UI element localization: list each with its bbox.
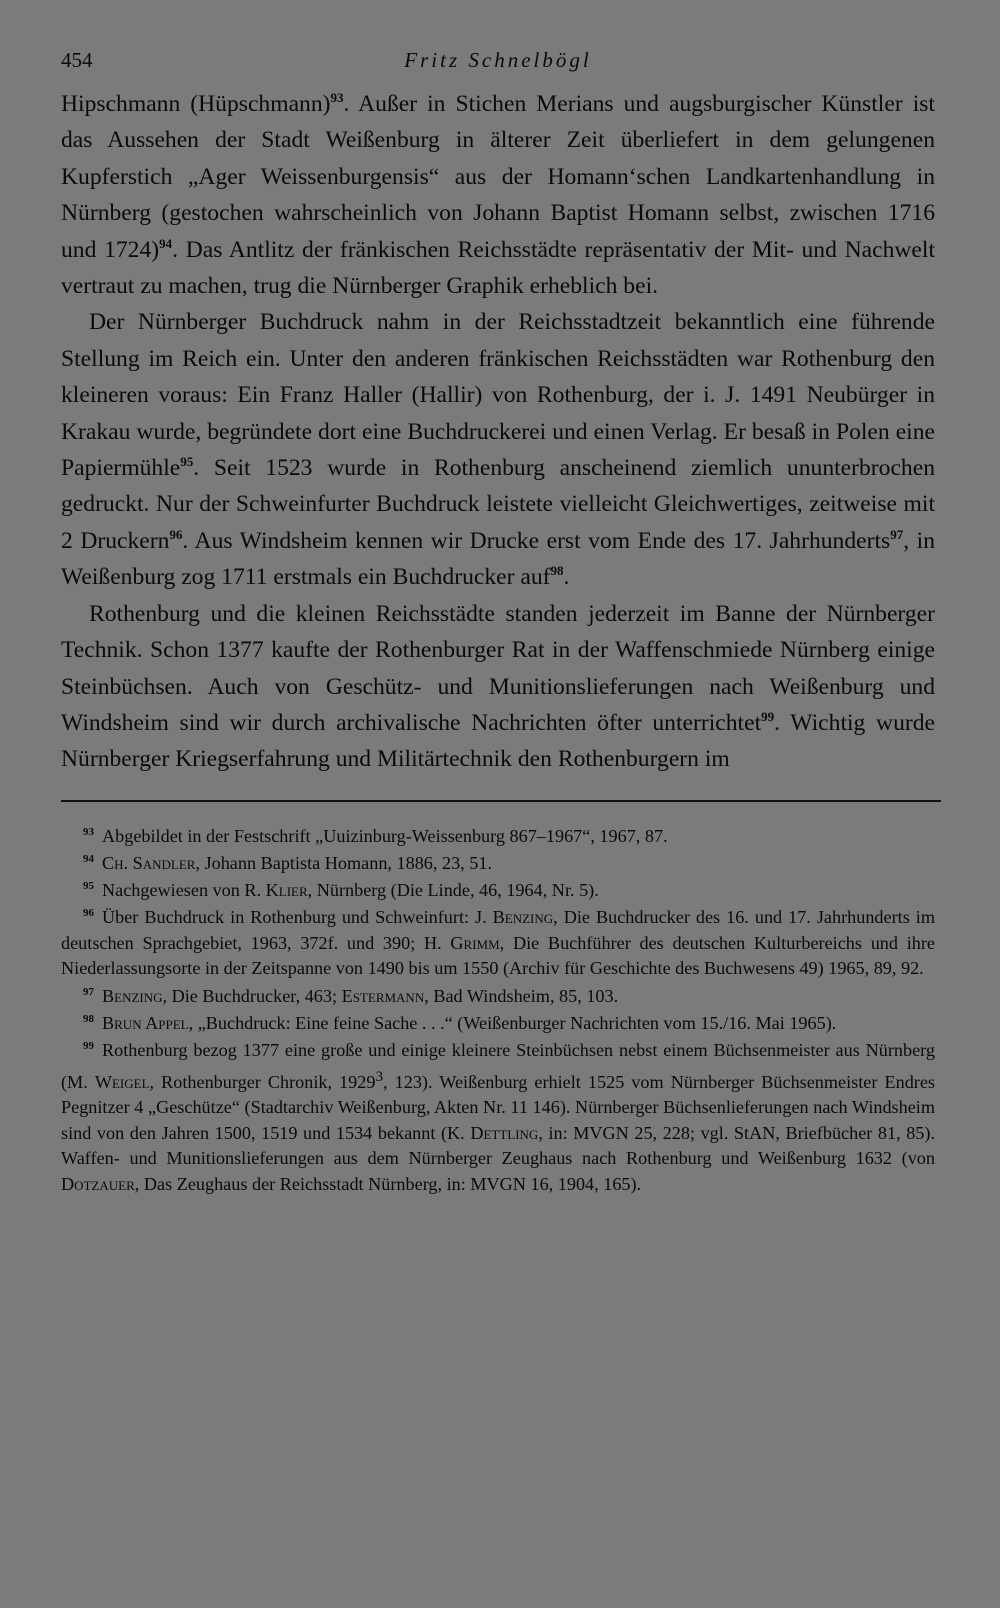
footnote-text: Nachgewiesen von (102, 880, 245, 901)
text-run: . Das Antlitz der fränkischen Reichsstädte repräsentativ der Mit- und Nachwelt vertraut zu machen, trug die Nürnberger Graphik erheblich bei. (61, 236, 935, 300)
text-run: Hipschmann (Hüpschmann) (61, 91, 331, 117)
footnote-text: , Johann Baptista Homann, 1886, 23, 51. (195, 852, 492, 873)
footnote-text: Über Buchdruck in Rothenburg und Schweinfurt: J. (102, 907, 493, 928)
footnote-ref-94[interactable]: 94 (159, 235, 173, 251)
footnote-number: 98 (83, 1012, 94, 1025)
footnote-95 (61, 878, 935, 904)
footnote-number: 97 (83, 985, 94, 998)
edition-superscript: 3 (375, 1067, 384, 1085)
footnote-text: , Das Zeughaus der Reichsstadt Nürnberg, in: MVGN 16, 1904, 165). (134, 1174, 642, 1195)
footnote-text: , Nürnberg (Die Linde, 46, 1964, Nr. 5). (307, 880, 599, 901)
author-name: Grimm (450, 932, 500, 953)
footnote-ref-93[interactable]: 93 (330, 90, 344, 106)
text-run: Rothenburg und die kleinen Reichsstädte standen jederzeit im Banne der Nürnberger Technik. Schon 1377 kaufte der Rothenburger Rat in der Waffenschmiede Nürnberg einige Steinbüchsen. Auch von Geschütz- und Munitionslieferungen nach Weißenburg und Windsheim sind wir durch archivalische Nachrichten öfter unterrichtet (61, 600, 935, 736)
footnote-number: 95 (83, 880, 94, 893)
paragraph-2 (61, 304, 935, 595)
footnote-number: 93 (83, 825, 94, 838)
footnote-ref-98[interactable]: 98 (550, 563, 564, 579)
footnote-text: , Die Buchdrucker des 16. und 17. Jahrhunderts im deutschen Sprachgebiet, 1963, 372f. und 390; H. (61, 907, 935, 953)
footnote-ref-97[interactable]: 97 (890, 527, 904, 543)
footnotes (61, 824, 935, 1198)
author-name: Dettling (470, 1122, 539, 1143)
footnote-94 (61, 851, 935, 877)
footnote-number: 94 (83, 852, 94, 865)
text-run: Der Nürnberger Buchdruck nahm in der Reichsstadtzeit bekanntlich eine führende Stellung im Reich ein. Unter den anderen fränkischen Reichsstädten war Rothenburg den kleineren voraus: Ein Franz Haller (Hallir) von Rothenburg, der i. J. 1491 Neubürger in Krakau wurde, begründete dort eine Buchdruckerei und einen Verlag. Er besaß in Polen eine Papiermühle (61, 309, 935, 482)
footnote-number: 96 (83, 907, 94, 920)
footnote-text: , Rothenburger Chronik, 1929 (149, 1071, 376, 1092)
body-text (61, 86, 935, 778)
footnote-number: 99 (83, 1039, 94, 1052)
footnote-text: , Bad Windsheim, 85, 103. (424, 985, 619, 1006)
author-name: Dotzauer (61, 1174, 135, 1195)
paragraph-3 (61, 596, 935, 778)
text-run: , in Weißenburg zog 1711 erstmals ein Buchdrucker auf (61, 527, 935, 591)
author-name: Weigel (94, 1071, 150, 1092)
footnote-93 (61, 824, 935, 850)
author-name: R. Klier (244, 880, 308, 901)
footnote-text: , Die Buchdrucker, 463; (162, 985, 342, 1006)
footnote-text: , „Buchdruck: Eine feine Sache . . .“ (Weißenburger Nachrichten vom 15./16. Mai 1965). (188, 1012, 837, 1033)
footnote-97 (61, 984, 935, 1010)
footnote-98 (61, 1011, 935, 1037)
footnote-text: Abgebildet in der Festschrift „Uuizinburg-Weissenburg 867–1967“, 1967, 87. (102, 825, 668, 846)
author-name: Ch. Sandler (102, 852, 196, 873)
footnote-96 (61, 905, 935, 982)
text-run: . Außer in Stichen Merians und augsburgischer Künstler ist das Aussehen der Stadt Weißenburg in älterer Zeit überliefert in dem gelungenen Kupferstich „Ager Weissenburgensis“ aus der Homann‘schen Landkartenhandlung in Nürnberg (gestochen wahrscheinlich von Johann Baptist Homann selbst, zwischen 1716 und 1724) (61, 91, 935, 263)
author-name: Benzing (492, 907, 554, 928)
text-run: . (563, 564, 570, 591)
author-name: Estermann (341, 985, 425, 1006)
footnote-divider (61, 800, 941, 802)
text-run: . Aus Windsheim kennen wir Drucke erst vom Ende des 17. Jahrhunderts (182, 527, 891, 554)
page-number: 454 (61, 48, 93, 72)
paragraph-1 (61, 86, 935, 304)
footnote-ref-95[interactable]: 95 (180, 454, 194, 470)
footnote-text: , in: MVGN 25, 228; vgl. StAN, Briefbücher 81, 85). Waffen- und Munitionslieferungen aus dem Nürnberger Zeughaus nach Rothenburg und Weißenburg 1632 (von (61, 1122, 936, 1169)
footnote-text: , Die Buchführer des deutschen Kulturbereichs und ihre Niederlassungsorte in der Zeitspanne von 1490 bis um 1550 (Archiv für Geschichte des Buchwesens 49) 1965, 89, 92. (61, 932, 935, 979)
footnote-text: , 123). Weißenburg erhielt 1525 vom Nürnberger Büchsenmeister Endres Pegnitzer 4 „Geschütze“ (Stadtarchiv Weißenburg, Akten Nr. 11 146). Nürnberger Büchsenlieferungen nach Windsheim sind von den Jahren 1500, 1519 und 1534 bekannt (K. (61, 1071, 935, 1143)
footnote-ref-99[interactable]: 99 (761, 709, 775, 725)
author-name: Brun Appel (102, 1012, 189, 1033)
text-run: . Seit 1523 wurde in Rothenburg anscheinend ziemlich ununterbrochen gedruckt. Nur der Schweinfurter Buchdruck leistete vielleicht Gleichwertiges, zeitweise mit 2 Druckern (61, 455, 935, 554)
footnote-ref-96[interactable]: 96 (169, 527, 183, 543)
running-title: Fritz Schnelbögl (404, 48, 592, 72)
footnote-text: Rothenburg bezog 1377 eine große und einige kleinere Steinbüchsen nebst einem Büchsenmeister aus Nürnberg (M. (61, 1040, 935, 1092)
footnote-99 (61, 1038, 935, 1198)
text-run: . Wichtig wurde Nürnberger Kriegserfahrung und Militärtechnik den Rothenburgern im (61, 709, 935, 773)
author-name: Benzing (102, 985, 163, 1006)
running-head (61, 40, 935, 80)
book-page (61, 40, 935, 1199)
